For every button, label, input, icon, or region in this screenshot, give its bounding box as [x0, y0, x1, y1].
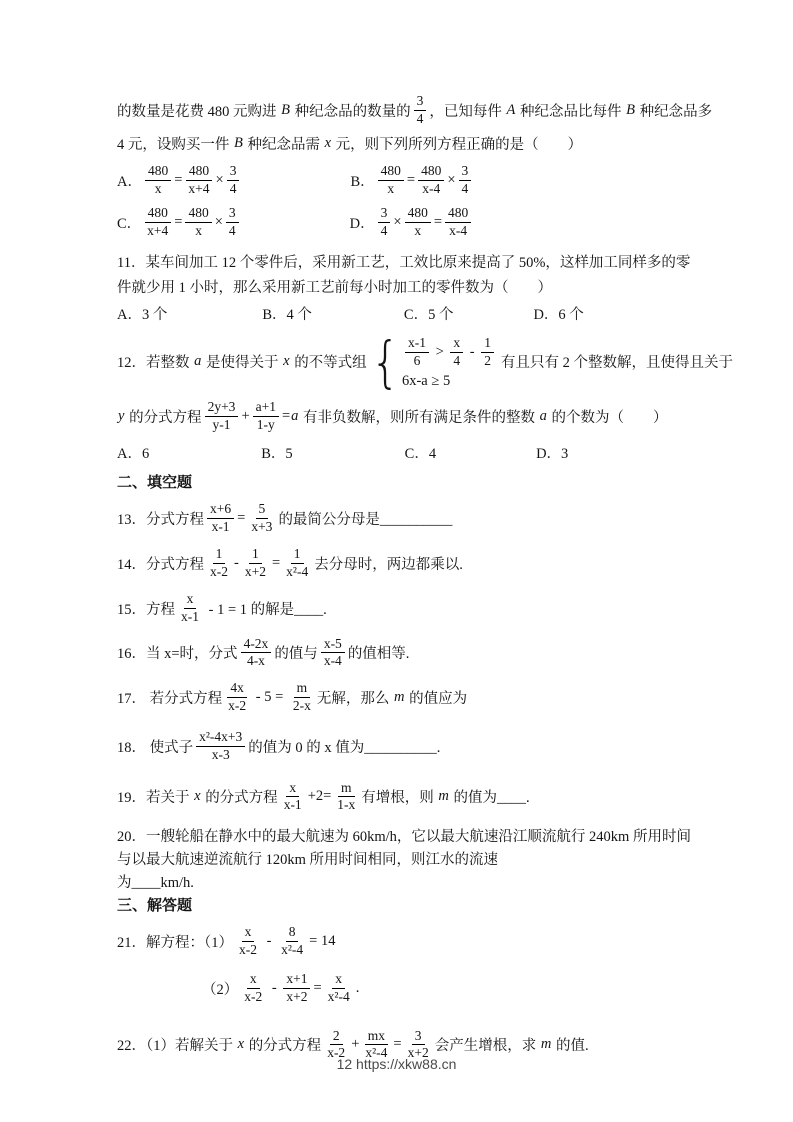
text: 的值为____.: [449, 790, 530, 807]
fraction: [145, 164, 171, 197]
text: 19．若关于: [117, 790, 194, 807]
fraction-denominator: x-4: [323, 653, 342, 669]
math-variable: m: [394, 689, 405, 706]
fraction-denominator: x: [387, 180, 395, 196]
text: 的值.: [552, 1038, 589, 1055]
fraction-numerator: 480: [378, 164, 404, 181]
fraction-numerator: 8: [286, 925, 299, 942]
fraction-numerator: 2y+3: [205, 400, 239, 417]
fraction-numerator: 480: [186, 164, 212, 181]
fraction-numerator: 480: [405, 206, 431, 223]
text: B．: [350, 173, 375, 190]
fraction-numerator: 480: [185, 206, 211, 223]
text: 有非负数解，则所有满足条件的整数: [299, 409, 539, 426]
text: ×: [393, 214, 402, 231]
text: - 1 = 1 的解是____.: [205, 601, 327, 618]
fraction-numerator: m: [294, 681, 311, 698]
fraction: [278, 925, 306, 958]
fraction-numerator: 3: [412, 1029, 425, 1046]
fraction: [196, 730, 245, 763]
text: -: [263, 933, 276, 950]
text: 是使得关于: [202, 355, 283, 372]
text: 的最简公分母是__________: [278, 512, 453, 529]
math-variable: x: [194, 788, 201, 805]
fraction: [334, 781, 358, 814]
section-fill-in: [117, 471, 683, 492]
fraction-denominator: x-2: [210, 563, 228, 579]
text: D．3: [536, 446, 569, 463]
math-variable: y: [118, 407, 125, 424]
q11-options: [117, 303, 683, 324]
text: 11．某车间加工 12 个零件后，采用新工艺，工效比原来提高了 50%，这样加工同样多的零: [117, 255, 691, 272]
worksheet-body: [117, 92, 733, 1063]
text: - 5 =: [252, 689, 287, 706]
text: ×: [215, 171, 224, 188]
q17: [117, 679, 683, 716]
fraction: [242, 547, 269, 580]
text: 17． 若分式方程: [117, 691, 223, 708]
q20-text-1: [117, 825, 691, 846]
text: 的分式方程: [245, 1038, 322, 1055]
text: A．6: [117, 446, 150, 463]
text: 的分式方程: [125, 409, 202, 426]
q14: [117, 545, 683, 582]
fraction-numerator: 3: [378, 206, 391, 223]
text: 三、解答题: [117, 898, 193, 915]
fraction-denominator: 4: [380, 223, 388, 239]
fraction-denominator: 4: [453, 352, 461, 368]
text: +: [351, 1036, 360, 1053]
fraction-denominator: 4: [416, 110, 424, 126]
fraction-denominator: x²-4: [281, 942, 304, 958]
text: =: [393, 1036, 402, 1053]
text: 的分式方程: [201, 790, 278, 807]
fraction: [281, 781, 305, 814]
fraction: [290, 681, 314, 714]
fraction-denominator: x-4: [422, 180, 441, 196]
fraction-numerator: 3: [227, 164, 240, 181]
q12-text-2: [117, 398, 683, 435]
text: 12．若整数: [117, 355, 194, 372]
text: .: [355, 979, 360, 996]
fraction: [450, 336, 463, 369]
text: 21．解方程：（1）: [117, 935, 233, 952]
math-variable: x: [237, 1036, 245, 1053]
fraction-denominator: x-2: [239, 942, 257, 958]
fraction-numerator: x+1: [283, 972, 310, 989]
spacer: [312, 313, 404, 314]
fraction: [207, 547, 231, 580]
q10-text-2: [117, 133, 683, 154]
fraction-denominator: 1-y: [256, 416, 275, 432]
text: +: [241, 407, 250, 424]
q21-part-1: [117, 923, 683, 960]
q16: [117, 635, 683, 672]
text: 的不等式组: [290, 355, 367, 372]
fraction-denominator: x+4: [147, 223, 169, 239]
text: 有且只有 2 个整数解，且使得且关于: [501, 355, 733, 372]
inequality-row: [402, 373, 497, 390]
spacer: [453, 313, 533, 314]
math-variable: a: [291, 407, 299, 424]
fraction-denominator: x+2: [244, 563, 266, 579]
text: 种纪念品多: [635, 103, 713, 120]
fraction-denominator: 4-x: [246, 653, 265, 669]
text: =: [174, 171, 183, 188]
text: 的值与: [274, 646, 318, 663]
fraction-numerator: x: [450, 336, 463, 353]
fraction: [207, 502, 234, 535]
fraction-denominator: 2-x: [292, 698, 311, 714]
fraction-numerator: 1: [213, 547, 226, 564]
spacer: [167, 313, 262, 314]
fraction-numerator: 1: [291, 547, 304, 564]
text: 的数量是花费 480 元购进: [117, 103, 281, 120]
math-variable: a: [194, 353, 202, 370]
q12-text-1: [117, 329, 733, 395]
fraction-denominator: 4: [461, 180, 469, 196]
inequality-rows: [402, 334, 497, 390]
fraction: [227, 164, 240, 197]
math-variable: x: [324, 134, 332, 151]
fraction-denominator: x-2: [244, 988, 263, 1004]
fraction-numerator: mx: [365, 1029, 388, 1046]
text: 种纪念品需: [243, 136, 324, 153]
text: 14．分式方程: [117, 556, 204, 573]
text: D．6 个: [533, 307, 584, 324]
fraction-numerator: 3: [226, 206, 239, 223]
fraction-denominator: x-2: [228, 698, 247, 714]
page-number-and-url: 12 https://xkw88.cn: [336, 1056, 457, 1072]
q11-text-1: [117, 251, 691, 272]
text: C．5 个: [403, 307, 454, 324]
fraction-denominator: x: [195, 223, 202, 239]
fraction-denominator: x-4: [449, 223, 468, 239]
fraction-denominator: 6: [413, 352, 421, 368]
text: 15．方程: [117, 601, 175, 618]
fraction: [378, 164, 404, 197]
fraction: [481, 336, 494, 369]
q10-options-ab: [117, 162, 683, 199]
fraction-numerator: 480: [145, 206, 171, 223]
fraction: [414, 94, 427, 127]
q20-text-3: [117, 871, 683, 892]
fraction-numerator: x: [247, 972, 260, 989]
fraction: [178, 592, 202, 625]
fraction-denominator: x²-4: [286, 563, 309, 579]
fraction-denominator: x+3: [251, 519, 273, 535]
fraction-denominator: x+2: [286, 988, 308, 1004]
math-variable: A: [506, 101, 516, 118]
text: 16．当 x=时，分式: [117, 646, 238, 663]
text: 6x-a ≥ 5: [401, 372, 451, 389]
spacer: [149, 452, 261, 453]
fraction-numerator: 1: [249, 547, 262, 564]
fraction: [225, 681, 249, 714]
text: -: [234, 554, 239, 571]
fraction-denominator: x²-4: [327, 988, 350, 1004]
fraction-denominator: x-2: [327, 1045, 346, 1061]
fraction-denominator: x: [414, 223, 422, 239]
fraction-denominator: x: [154, 180, 162, 196]
inequality-system: [370, 329, 497, 395]
fraction-numerator: a+1: [253, 400, 279, 417]
q13: [117, 500, 683, 537]
spacer: [293, 452, 405, 453]
fraction-numerator: x-1: [405, 336, 429, 353]
math-variable: x: [283, 353, 290, 370]
text: 20．一艘轮船在静水中的最大航速为 60km/h，它以最大航速沿江顺流航行 240km 所用时间: [117, 829, 691, 846]
text: =: [271, 554, 281, 571]
q12-options: [117, 442, 683, 463]
fraction-denominator: 1-x: [337, 797, 356, 813]
fraction-numerator: 480: [145, 164, 171, 181]
fraction-numerator: 4-2x: [241, 637, 272, 654]
fraction-denominator: x-1: [181, 608, 199, 624]
fraction: [405, 336, 429, 369]
q11-text-2: [117, 276, 683, 297]
fraction-denominator: x-1: [211, 519, 230, 535]
text: 去分母时，两边都乘以.: [314, 556, 463, 573]
text: 4 元，设购买一件: [117, 136, 233, 153]
q19: [117, 779, 683, 816]
spacer: [242, 222, 350, 223]
fraction: [144, 206, 171, 239]
fraction: [248, 502, 275, 535]
math-variable: B: [234, 134, 243, 151]
fraction-denominator: x-3: [211, 746, 230, 762]
fraction-denominator: 2: [484, 352, 491, 368]
text: 13．分式方程: [117, 512, 204, 529]
text: +2=: [307, 788, 332, 805]
text: 的值为 0 的 x 值为__________.: [248, 739, 441, 756]
text: ×: [447, 171, 456, 188]
fraction-numerator: 3: [414, 94, 427, 111]
spacer: [242, 180, 350, 181]
fraction-numerator: x: [286, 781, 299, 798]
fraction-numerator: 3: [459, 164, 472, 181]
fraction-denominator: 4: [228, 223, 236, 239]
text: 件就少用 1 小时，那么采用新工艺前每小时加工的零件数为（ ）: [117, 280, 552, 297]
fraction: [325, 972, 353, 1005]
fraction: [283, 547, 311, 580]
text: 元，则下列所列方程正确的是（ ）: [332, 136, 583, 153]
text: 种纪念品的数量的: [290, 103, 411, 120]
fraction: [185, 164, 212, 197]
text: 与以最大航速逆流航行 120km 所用时间相同，则江水的流速: [117, 852, 499, 869]
fraction-numerator: x²-4x+3: [196, 730, 245, 747]
q10-options-cd: [117, 204, 683, 241]
fraction-numerator: x: [242, 925, 255, 942]
text: =: [281, 407, 291, 424]
fraction-numerator: 1: [481, 336, 494, 353]
text: 的个数为（ ）: [547, 409, 668, 426]
text: >: [431, 343, 448, 360]
math-variable: m: [540, 1036, 552, 1053]
fraction: [226, 206, 239, 239]
fraction-numerator: 2: [330, 1029, 343, 1046]
math-variable: B: [626, 101, 635, 118]
text: C．: [117, 216, 142, 233]
fraction: [418, 164, 444, 197]
q15: [117, 590, 683, 627]
text: ×: [214, 214, 223, 231]
text: 种纪念品比每件: [516, 103, 626, 120]
fraction-numerator: x: [332, 972, 345, 989]
text: -: [466, 343, 479, 360]
fraction-denominator: 4: [229, 180, 237, 196]
text: 为____km/h.: [117, 875, 194, 892]
page-footer: [0, 1056, 793, 1072]
fraction-numerator: m: [338, 781, 355, 798]
text: =: [313, 979, 322, 996]
fraction: [405, 206, 431, 239]
fraction: [445, 206, 471, 239]
fraction-numerator: x-5: [321, 637, 345, 654]
fraction-denominator: y-1: [212, 416, 231, 432]
text: 有增根，则: [361, 790, 438, 807]
text: （2）: [202, 981, 239, 998]
text: =: [174, 214, 183, 231]
q18: [117, 728, 683, 765]
section-answer: [117, 894, 683, 915]
text: 无解，那么: [316, 691, 394, 708]
math-variable: B: [281, 101, 290, 118]
text: D．: [349, 216, 375, 233]
math-variable: m: [438, 788, 449, 805]
fraction-denominator: x-1: [283, 797, 302, 813]
text: B．5: [261, 446, 293, 463]
text: 会产生增根，求: [434, 1038, 540, 1055]
text: 22．（1）若解关于: [117, 1038, 237, 1055]
fraction: [459, 164, 472, 197]
q20-text-2: [117, 848, 683, 869]
text: 的值相等.: [347, 646, 410, 663]
text: 的值应为: [405, 691, 468, 708]
fraction: [185, 206, 211, 239]
fraction: [283, 972, 310, 1005]
inequality-row: [402, 334, 497, 371]
text: A．: [117, 173, 142, 190]
fraction-denominator: x+4: [188, 180, 210, 196]
fraction-numerator: 5: [256, 502, 269, 519]
math-variable: a: [539, 407, 547, 424]
fraction-denominator: x²-4: [365, 1045, 388, 1061]
q21-part-2: [202, 970, 683, 1007]
left-brace: {: [370, 329, 400, 395]
text: =: [406, 171, 416, 188]
text: A．3 个: [117, 307, 168, 324]
text: =: [237, 510, 246, 527]
fraction-numerator: 480: [445, 206, 471, 223]
fraction-numerator: x: [184, 592, 197, 609]
fraction-numerator: 480: [418, 164, 444, 181]
spacer: [436, 452, 536, 453]
fraction: [253, 400, 279, 433]
text: B．4 个: [262, 307, 312, 324]
text: =: [433, 214, 443, 231]
fraction-numerator: x+6: [207, 502, 234, 519]
text: C．4: [404, 446, 437, 463]
q10-text-1: [117, 92, 713, 129]
text: 二、填空题: [117, 475, 193, 492]
text: -: [268, 979, 281, 996]
text: 18． 使式子: [117, 739, 194, 756]
fraction-numerator: 4x: [227, 681, 247, 698]
fraction: [241, 637, 272, 670]
text: = 14: [309, 933, 336, 950]
text: ，已知每件: [429, 103, 506, 120]
fraction: [321, 637, 345, 670]
fraction: [205, 400, 239, 433]
fraction: [236, 925, 260, 958]
fraction: [241, 972, 265, 1005]
fraction-denominator: x+2: [407, 1045, 429, 1061]
fraction: [378, 206, 391, 239]
